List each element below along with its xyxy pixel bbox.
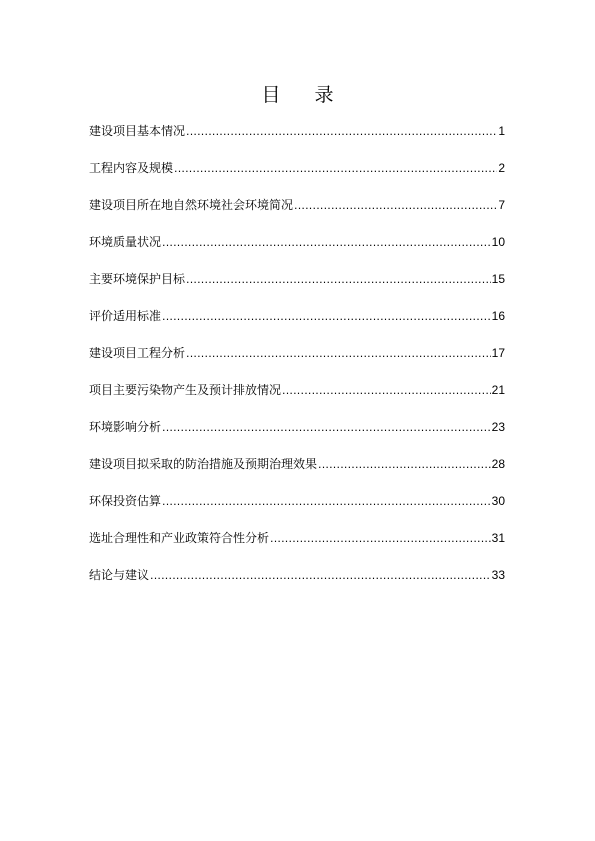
toc-page-number: 16	[491, 309, 505, 323]
toc-entry[interactable]	[89, 417, 505, 454]
toc-page-number: 2	[498, 161, 505, 175]
toc-dot-leader	[186, 344, 491, 364]
toc-entry[interactable]	[89, 195, 505, 232]
toc-dot-leader	[150, 566, 491, 586]
toc-entry[interactable]	[89, 269, 505, 306]
toc-entry[interactable]	[89, 158, 505, 195]
toc-page-number: 7	[498, 198, 505, 212]
toc-dot-leader	[186, 122, 497, 142]
toc-dot-leader	[174, 159, 497, 179]
toc-page-number: 21	[491, 383, 505, 397]
toc-entry[interactable]	[89, 232, 505, 269]
toc-entry-label: 选址合理性和产业政策符合性分析	[89, 531, 270, 545]
toc-dot-leader	[162, 307, 491, 327]
toc-entry-label: 建设项目所在地自然环境社会环境简况	[89, 198, 294, 212]
toc-entry[interactable]	[89, 454, 505, 491]
toc-dot-leader	[186, 270, 491, 290]
toc-entry-label: 环境质量状况	[89, 235, 162, 249]
toc-entry-label: 结论与建议	[89, 568, 150, 582]
toc-entry-label: 建设项目工程分析	[89, 346, 186, 360]
toc-page-number: 15	[491, 272, 505, 286]
toc-entry-label: 建设项目基本情况	[89, 124, 186, 138]
toc-entry-label: 评价适用标准	[89, 309, 162, 323]
toc-dot-leader	[294, 196, 497, 216]
toc-page-number: 23	[491, 420, 505, 434]
toc-page-number: 30	[491, 494, 505, 508]
toc-dot-leader	[282, 381, 491, 401]
toc-entry-label: 环保投资估算	[89, 494, 162, 508]
toc-page-number: 31	[491, 531, 505, 545]
toc-entry[interactable]	[89, 491, 505, 528]
toc-page-number: 28	[491, 457, 505, 471]
toc-entry-label: 建设项目拟采取的防治措施及预期治理效果	[89, 457, 318, 471]
page-title: 目 录	[261, 84, 348, 106]
toc-entry[interactable]	[89, 380, 505, 417]
toc-entry-label: 项目主要污染物产生及预计排放情况	[89, 383, 282, 397]
toc-page-number: 33	[491, 568, 505, 582]
toc-entry-label: 工程内容及规模	[89, 161, 174, 175]
toc-entry[interactable]	[89, 528, 505, 565]
toc-entry[interactable]	[89, 565, 505, 602]
table-of-contents	[89, 121, 505, 602]
toc-entry[interactable]	[89, 121, 505, 158]
toc-entry-label: 主要环境保护目标	[89, 272, 186, 286]
toc-page-number: 10	[491, 235, 505, 249]
toc-entry-label: 环境影响分析	[89, 420, 162, 434]
toc-entry[interactable]	[89, 306, 505, 343]
toc-dot-leader	[162, 233, 491, 253]
toc-dot-leader	[318, 455, 491, 475]
toc-dot-leader	[162, 418, 491, 438]
toc-entry[interactable]	[89, 343, 505, 380]
toc-dot-leader	[270, 529, 491, 549]
toc-dot-leader	[162, 492, 491, 512]
toc-page-number: 1	[498, 124, 505, 138]
toc-page-number: 17	[491, 346, 505, 360]
